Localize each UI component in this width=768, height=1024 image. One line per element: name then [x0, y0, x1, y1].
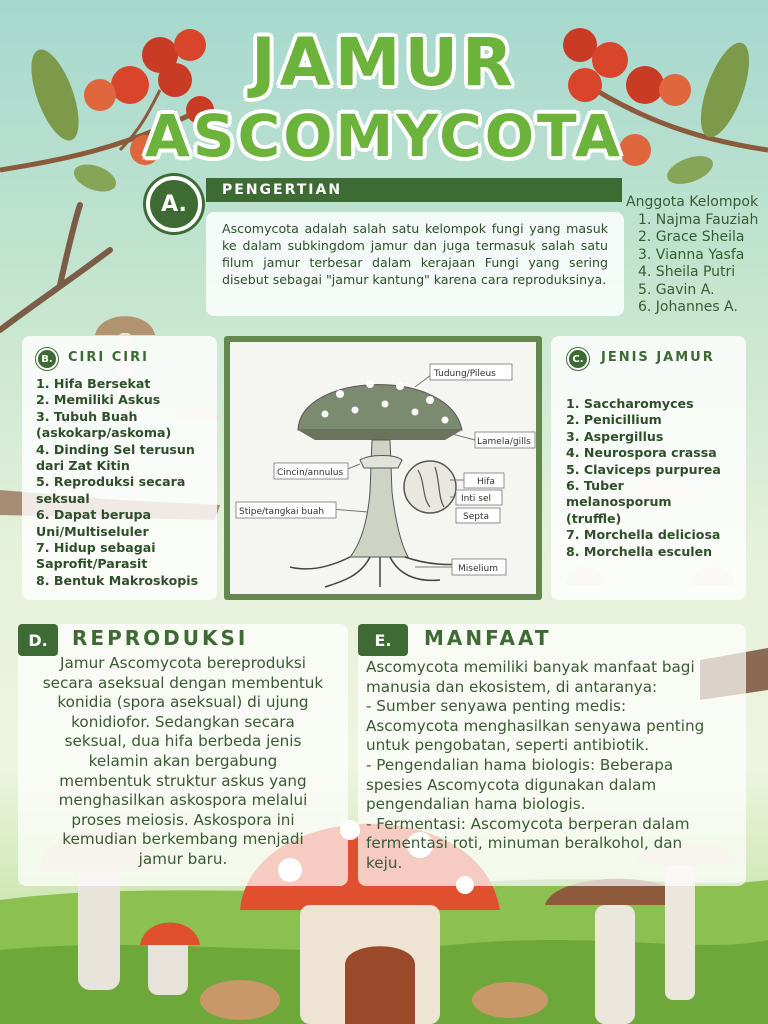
list-item: 1. Saccharomyces — [566, 396, 694, 411]
section-a-heading: PENGERTIAN — [206, 178, 622, 202]
section-e-badge: E. — [358, 624, 408, 656]
section-d-badge: D. — [18, 624, 58, 656]
section-e-heading: MANFAAT — [424, 626, 552, 650]
list-item: 4. Neurospora crassa — [566, 445, 717, 461]
label-inti-sel: Inti sel — [461, 494, 491, 504]
list-item: 1. Hifa Bersekat — [36, 376, 151, 391]
list-item: (truffle) — [566, 510, 622, 526]
list-item: Saprofit/Parasit — [36, 556, 148, 572]
list-item: 6. Tuber — [566, 478, 624, 494]
label-septa: Septa — [463, 512, 490, 522]
label-pileus: Tudung/Pileus — [434, 369, 496, 379]
list-item: (askokarp/askoma) — [36, 425, 172, 441]
section-c-list — [566, 396, 744, 560]
section-b-panel — [22, 336, 217, 600]
list-item: 3. Tubuh Buah — [36, 408, 138, 424]
list-item: Uni/Multiseluler — [36, 523, 149, 539]
section-d-panel — [18, 624, 348, 886]
section-e-panel — [358, 624, 746, 886]
section-c-heading: JENIS JAMUR — [601, 350, 715, 365]
section-e-text: Ascomycota memiliki banyak manfaat bagi manusia dan ekosistem, di antaranya: - Sumber senyawa penting medis: Ascomycota menghasilkan senyawa penting untuk pengobatan, seperti antibiotik. - Pengendalian hama biologis: Beberapa spesies Ascomycota digunakan dalam pengendalian hama biologis. - Fermentasi: Ascomycota berperan dalam fermentasi roti, minuman beralkohol, dan keju. — [366, 658, 705, 872]
list-item: 6. Dapat berupa — [36, 507, 152, 523]
section-c-panel — [551, 336, 746, 600]
list-item: 8. Morchella esculen — [566, 543, 713, 559]
list-item: 5. Claviceps purpurea — [566, 461, 721, 477]
label-hifa: Hifa — [477, 477, 495, 487]
section-a-panel — [206, 212, 624, 316]
member-item: 2. Grace Sheila — [638, 229, 745, 245]
list-item: 7. Morchella deliciosa — [566, 527, 721, 543]
label-stipe: Stipe/tangkai buah — [239, 507, 325, 517]
list-item: seksual — [36, 490, 90, 506]
list-item: 2. Memiliki Askus — [36, 392, 161, 408]
group-members-list — [626, 212, 768, 317]
list-item: 3. Aspergillus — [566, 428, 664, 444]
section-d-heading: REPRODUKSI — [72, 626, 249, 650]
list-item: dari Zat Kitin — [36, 458, 130, 474]
label-lamela: Lamela/gills — [477, 437, 531, 447]
section-a-text: Ascomycota adalah salah satu kelompok fungi yang masuk ke dalam subkingdom jamur dan juga termasuk salah satu filum jamur terbesar dalam kerajaan Fungi yang sering disebut sebagai "jamur kantung" karena cara reproduksinya. — [222, 221, 608, 287]
page-title-line1: JAMUR — [251, 24, 517, 101]
member-item: 4. Sheila Putri — [638, 264, 736, 280]
mushroom-anatomy-icon — [230, 342, 536, 594]
section-b-badge: B. — [36, 348, 58, 370]
member-item: 5. Gavin A. — [638, 281, 715, 298]
list-item: 2. Penicillium — [566, 412, 662, 428]
section-d-text: Jamur Ascomycota bereproduksi secara aseksual dengan membentuk konidia (spora aseksual) di ujung konidiofor. Sedangkan secara seksual, dua hifa berbeda jenis kelamin akan bergabung membentuk struktur askus yang menghasilkan askospora melalui proses meiosis. Askospora ini kemudian berkembang menjadi jamur baru. — [42, 654, 324, 868]
list-item: 8. Bentuk Makroskopis — [36, 572, 199, 588]
page-title-line2: ASCOMYCOTA — [145, 102, 623, 170]
list-item: 4. Dinding Sel terusun — [36, 441, 195, 457]
member-item: 1. Najma Fauziah — [638, 211, 759, 228]
mushroom-diagram-frame — [224, 336, 542, 600]
label-annulus: Cincin/annulus — [277, 468, 344, 478]
section-a-badge: A. — [146, 176, 202, 232]
member-item: 3. Vianna Yasfa — [638, 246, 745, 263]
dry-branch-icon — [0, 205, 110, 330]
list-item: 7. Hidup sebagai — [36, 540, 156, 556]
list-item: melanosporum — [566, 494, 672, 510]
section-c-badge: C. — [567, 348, 589, 370]
group-members — [626, 194, 768, 317]
section-b-heading: CIRI CIRI — [68, 350, 149, 365]
label-miselium: Miselium — [458, 564, 498, 574]
section-b-list — [36, 376, 216, 589]
group-members-heading: Anggota Kelompok — [626, 194, 759, 210]
list-item: 5. Reproduksi secara — [36, 474, 186, 490]
mushroom-diagram — [230, 342, 536, 594]
member-item: 6. Johannes A. — [638, 299, 738, 315]
